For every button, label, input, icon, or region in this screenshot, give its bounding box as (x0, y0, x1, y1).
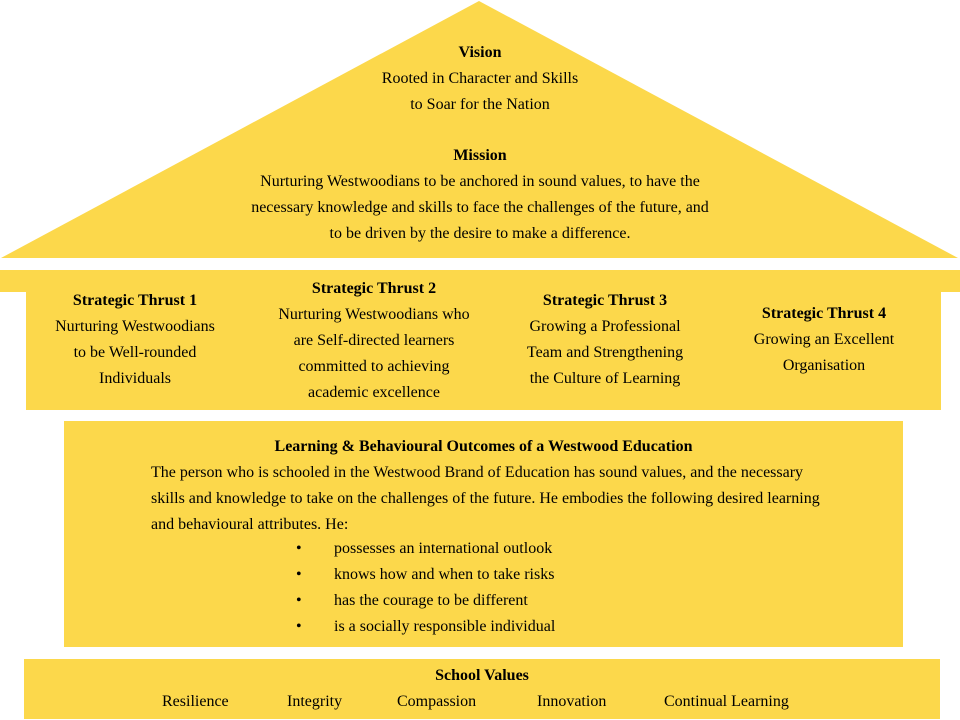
school-value-item: Compassion (397, 693, 477, 710)
school-value-item: Integrity (287, 693, 343, 710)
thrust-line: academic excellence (308, 384, 440, 401)
vision-line-1: Rooted in Character and Skills (381, 70, 579, 87)
mission-line-3: to be driven by the desire to make a difference. (329, 225, 631, 242)
outcomes-title: Learning & Behavioural Outcomes of a Westwood Education (274, 438, 693, 455)
list-item (293, 562, 555, 588)
school-value-item: Resilience (162, 693, 229, 710)
strategic-thrust-2 (250, 276, 498, 406)
school-values-box (24, 659, 940, 719)
thrust-line: Organisation (782, 357, 866, 374)
vision-heading: Vision (458, 44, 502, 61)
strategic-thrust-4 (720, 301, 928, 379)
list-item-text: possesses an international outlook (334, 540, 553, 557)
thrust-line: Nurturing Westwoodians who (278, 306, 470, 323)
mission-line-2: necessary knowledge and skills to face the challenges of the future, and (251, 199, 709, 216)
thrust-line: committed to achieving (298, 358, 450, 375)
thrust-line: to be Well-rounded (73, 344, 197, 361)
thrust-title: Strategic Thrust 2 (311, 280, 437, 297)
list-item-text: knows how and when to take risks (334, 566, 555, 583)
list-item-text: is a socially responsible individual (334, 618, 556, 635)
thrust-line: Individuals (99, 370, 171, 387)
list-item (293, 614, 555, 640)
thrust-title: Strategic Thrust 4 (761, 305, 887, 322)
strategic-thrust-3 (500, 288, 710, 392)
outcomes-box (64, 421, 903, 647)
thrust-line: Growing an Excellent (753, 331, 895, 348)
list-item (293, 536, 555, 562)
strategic-thrust-1 (26, 288, 244, 392)
list-item-text: has the courage to be different (334, 592, 528, 609)
thrust-line: are Self-directed learners (293, 332, 455, 349)
bullet-icon: • (296, 540, 302, 557)
school-value-item: Innovation (537, 693, 607, 710)
thrust-line: Team and Strengthening (526, 344, 684, 361)
school-value-item: Continual Learning (664, 693, 789, 710)
thrust-line: Nurturing Westwoodians (55, 318, 215, 335)
bullet-icon: • (296, 618, 302, 635)
school-values-title: School Values (435, 667, 529, 684)
mission-heading: Mission (453, 147, 507, 164)
bullet-icon: • (296, 566, 302, 583)
thrust-title: Strategic Thrust 1 (72, 292, 198, 309)
mission-line-1: Nurturing Westwoodians to be anchored in sound values, to have the (260, 173, 700, 190)
outcomes-paragraph: The person who is schooled in the Westwood Brand of Education has sound values, and the necessary skills and knowledge to take on the challenges of the future. He embodies the following desired learning and behavioural attributes. He: (151, 464, 820, 533)
thrust-title: Strategic Thrust 3 (542, 292, 668, 309)
list-item (293, 588, 555, 614)
bullet-icon: • (296, 592, 302, 609)
vision-line-2: to Soar for the Nation (410, 96, 550, 113)
thrust-line: the Culture of Learning (529, 370, 681, 387)
thrust-line: Growing a Professional (529, 318, 681, 335)
outcomes-bullet-list (293, 536, 555, 640)
